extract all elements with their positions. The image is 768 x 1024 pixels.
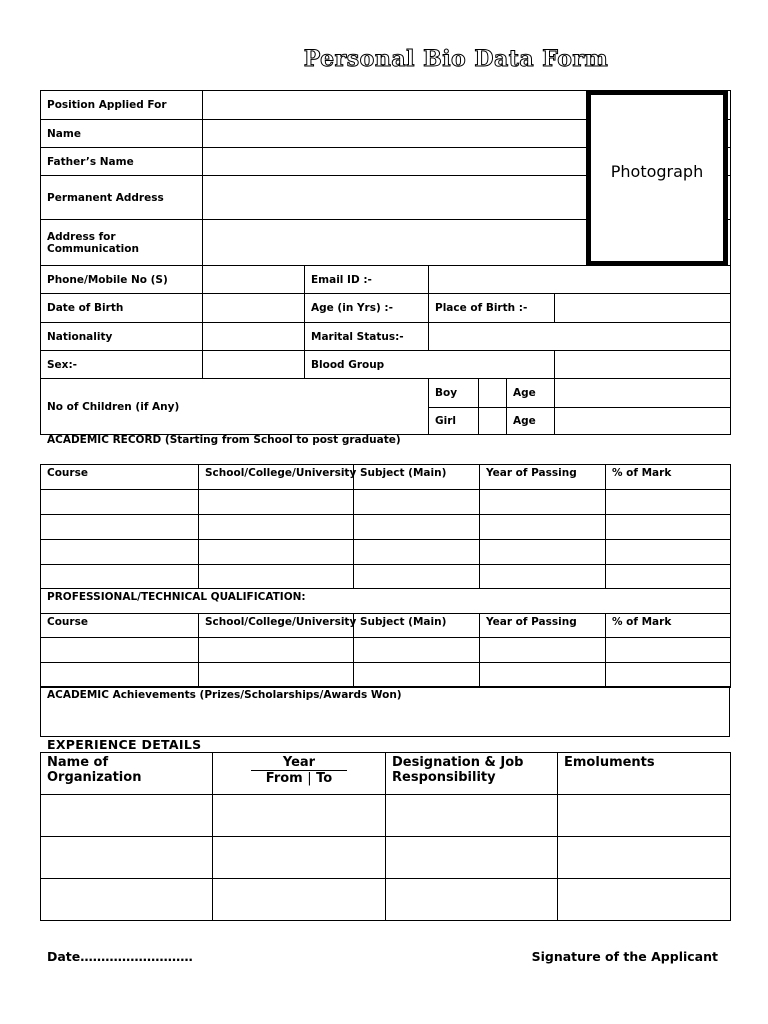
photograph-box[interactable] xyxy=(586,90,728,266)
girl-age-label: Age xyxy=(507,408,555,435)
boy-age-label: Age xyxy=(507,379,555,408)
professional-header-course: Course xyxy=(41,614,199,638)
to-label: To xyxy=(316,771,333,786)
table-cell[interactable] xyxy=(606,565,731,589)
email-field[interactable] xyxy=(429,266,731,294)
table-row xyxy=(41,795,731,837)
girl-age-field[interactable] xyxy=(555,408,731,435)
table-row xyxy=(41,663,731,688)
table-cell[interactable] xyxy=(386,795,558,837)
phone-label: Phone/Mobile No (S) xyxy=(41,266,203,294)
organization-header: Name of Organization xyxy=(41,753,213,795)
table-cell[interactable] xyxy=(354,663,480,688)
place-of-birth-label: Place of Birth :- xyxy=(429,294,555,323)
professional-header-year: Year of Passing xyxy=(480,614,606,638)
table-cell[interactable] xyxy=(606,515,731,540)
table-cell[interactable] xyxy=(386,837,558,879)
sex-field[interactable] xyxy=(203,351,305,379)
girl-count-field[interactable] xyxy=(479,408,507,435)
academic-header-mark: % of Mark xyxy=(606,465,731,490)
dob-field[interactable] xyxy=(203,294,305,323)
table-cell[interactable] xyxy=(41,879,213,921)
table-cell[interactable] xyxy=(41,565,199,589)
table-cell[interactable] xyxy=(199,515,354,540)
experience-table xyxy=(40,752,731,921)
nationality-label: Nationality xyxy=(41,323,203,351)
emoluments-header: Emoluments xyxy=(558,753,731,795)
table-cell[interactable] xyxy=(480,565,606,589)
nationality-field[interactable] xyxy=(203,323,305,351)
form-title: Personal Bio Data Form xyxy=(303,46,609,72)
table-cell[interactable] xyxy=(354,638,480,663)
table-cell[interactable] xyxy=(354,490,480,515)
academic-record-table xyxy=(40,464,731,688)
professional-header-school: School/College/University xyxy=(199,614,354,638)
table-cell[interactable] xyxy=(41,837,213,879)
table-cell[interactable] xyxy=(558,795,731,837)
professional-qualification-title: PROFESSIONAL/TECHNICAL QUALIFICATION: xyxy=(41,589,731,614)
table-cell[interactable] xyxy=(480,490,606,515)
phone-field[interactable] xyxy=(203,266,305,294)
father-name-label: Father’s Name xyxy=(41,148,203,176)
table-cell[interactable] xyxy=(480,515,606,540)
table-cell[interactable] xyxy=(480,540,606,565)
from-label: From xyxy=(265,771,303,786)
boy-label: Boy xyxy=(429,379,479,408)
blood-group-label: Blood Group xyxy=(305,351,555,379)
table-cell[interactable] xyxy=(606,638,731,663)
academic-record-title: ACADEMIC RECORD (Starting from School to post graduate) xyxy=(47,434,401,446)
table-cell[interactable] xyxy=(480,663,606,688)
academic-header-year: Year of Passing xyxy=(480,465,606,490)
blood-group-field[interactable] xyxy=(555,351,731,379)
table-cell[interactable] xyxy=(386,879,558,921)
name-label: Name xyxy=(41,120,203,148)
signature-label: Signature of the Applicant xyxy=(531,949,718,964)
email-label: Email ID :- xyxy=(305,266,429,294)
marital-status-field[interactable] xyxy=(429,323,731,351)
table-cell[interactable] xyxy=(199,663,354,688)
photograph-label: Photograph xyxy=(610,161,704,181)
designation-header: Designation & Job Responsibility xyxy=(386,753,558,795)
table-cell[interactable] xyxy=(41,540,199,565)
table-cell[interactable] xyxy=(213,879,386,921)
table-cell[interactable] xyxy=(41,638,199,663)
academic-achievements-box[interactable] xyxy=(40,686,730,737)
table-cell[interactable] xyxy=(354,515,480,540)
sex-label: Sex:- xyxy=(41,351,203,379)
table-cell[interactable] xyxy=(606,663,731,688)
permanent-address-label: Permanent Address xyxy=(41,176,203,220)
boy-count-field[interactable] xyxy=(479,379,507,408)
experience-details-title: EXPERIENCE DETAILS xyxy=(47,737,202,752)
table-cell[interactable] xyxy=(213,837,386,879)
communication-address-label: Address for Communication xyxy=(41,220,203,266)
table-row xyxy=(41,515,731,540)
academic-achievements-label: ACADEMIC Achievements (Prizes/Scholarships/Awards Won) xyxy=(47,689,402,701)
year-header xyxy=(213,753,386,795)
table-row xyxy=(41,490,731,515)
table-cell[interactable] xyxy=(199,540,354,565)
year-label: Year xyxy=(251,755,347,771)
table-cell[interactable] xyxy=(199,490,354,515)
table-cell[interactable] xyxy=(41,795,213,837)
table-cell[interactable] xyxy=(354,540,480,565)
position-label: Position Applied For xyxy=(41,91,203,120)
table-row xyxy=(41,565,731,589)
table-cell[interactable] xyxy=(213,795,386,837)
table-cell[interactable] xyxy=(558,837,731,879)
year-divider: | xyxy=(307,771,312,786)
table-cell[interactable] xyxy=(41,515,199,540)
table-cell[interactable] xyxy=(41,663,199,688)
place-of-birth-field[interactable] xyxy=(555,294,731,323)
table-row xyxy=(41,638,731,663)
table-cell[interactable] xyxy=(354,565,480,589)
academic-header-subject: Subject (Main) xyxy=(354,465,480,490)
table-row xyxy=(41,540,731,565)
professional-header-subject: Subject (Main) xyxy=(354,614,480,638)
boy-age-field[interactable] xyxy=(555,379,731,408)
table-row xyxy=(41,879,731,921)
table-cell[interactable] xyxy=(558,879,731,921)
table-cell[interactable] xyxy=(199,638,354,663)
table-cell[interactable] xyxy=(480,638,606,663)
academic-header-school: School/College/University xyxy=(199,465,354,490)
table-row xyxy=(41,837,731,879)
dob-label: Date of Birth xyxy=(41,294,203,323)
age-label: Age (in Yrs) :- xyxy=(305,294,429,323)
table-cell[interactable] xyxy=(199,565,354,589)
marital-status-label: Marital Status:- xyxy=(305,323,429,351)
table-cell[interactable] xyxy=(606,490,731,515)
table-cell[interactable] xyxy=(41,490,199,515)
professional-header-mark: % of Mark xyxy=(606,614,731,638)
date-field[interactable]: Date……………………… xyxy=(47,949,193,964)
academic-header-course: Course xyxy=(41,465,199,490)
children-label: No of Children (if Any) xyxy=(41,379,429,435)
table-cell[interactable] xyxy=(606,540,731,565)
girl-label: Girl xyxy=(429,408,479,435)
